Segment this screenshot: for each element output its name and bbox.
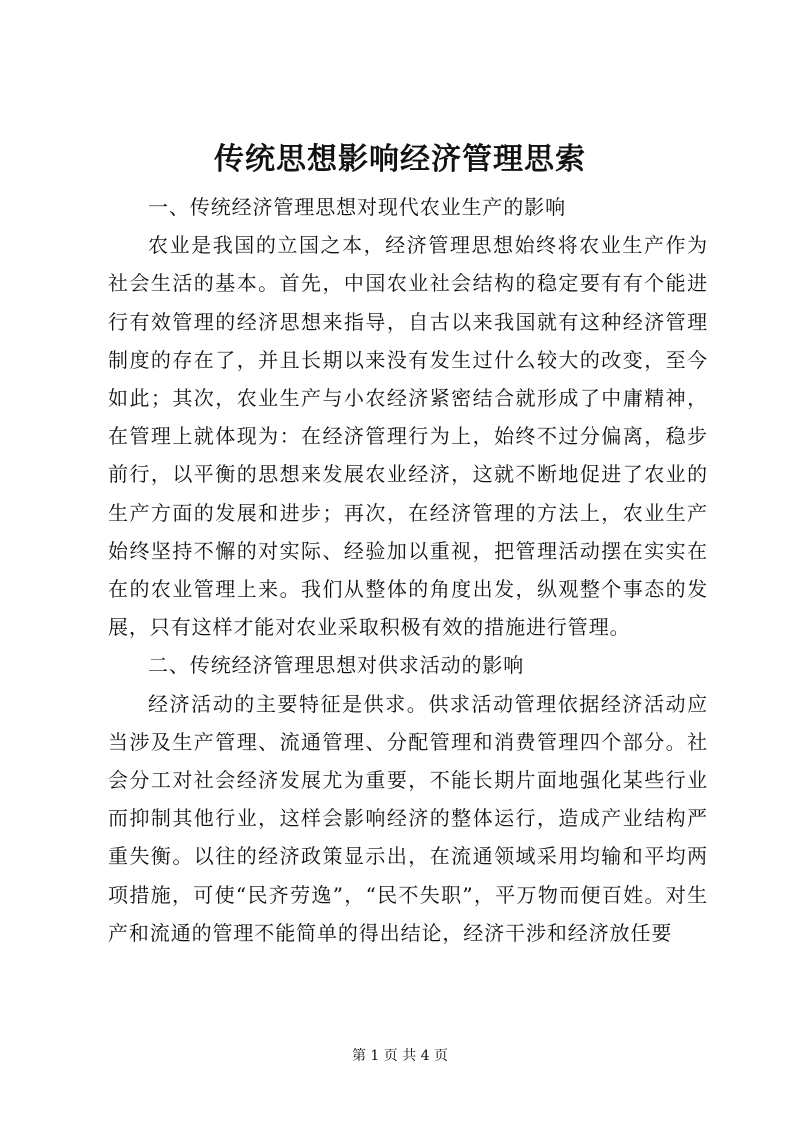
page-number-footer: 第 1 页 共 4 页 xyxy=(351,1048,449,1064)
section-heading-1: 一、传统经济管理思想对现代农业生产的影响 xyxy=(148,195,566,219)
document-body xyxy=(108,188,708,952)
document-title: 传统思想影响经济管理思索 xyxy=(214,142,586,177)
section-heading-2: 二、传统经济管理思想对供求活动的影响 xyxy=(148,653,525,678)
paragraph-supply-demand: 经济活动的主要特征是供求。供求活动管理依据经济活动应当涉及生产管理、流通管理、分配管理和消费管理四个部分。社会分工对社会经济发展尤为重要，不能长期片面地强化某些行业而抑制其他行业，这样会影响经济的整体运行，造成产业结构严重失衡。以往的经济政策显示出，在流通领域采用均输和平均两项措施，可使“民齐劳逸”，“民不失职”，平万物而便百姓。对生产和流通的管理不能简单的得出结论，经济干涉和经济放任要 xyxy=(108,691,708,945)
paragraph-agriculture: 农业是我国的立国之本，经济管理思想始终将农业生产作为社会生活的基本。首先，中国农业社会结构的稳定要有有个能进行有效管理的经济思想来指导，自古以来我国就有这种经济管理制度的存在了，并且长期以来没有发生过什么较大的改变，至今如此；其次，农业生产与小农经济紧密结合就形成了中庸精神，在管理上就体现为：在经济管理行为上，始终不过分偏离，稳步前行，以平衡的思想来发展农业经济，这就不断地促进了农业的生产方面的发展和进步；再次，在经济管理的方法上，农业生产始终坚持不懈的对实际、经验加以重视，把管理活动摆在实实在在的农业管理上来。我们从整体的角度出发，纵观整个事态的发展，只有这样才能对农业采取积极有效的措施进行管理。 xyxy=(108,233,708,640)
